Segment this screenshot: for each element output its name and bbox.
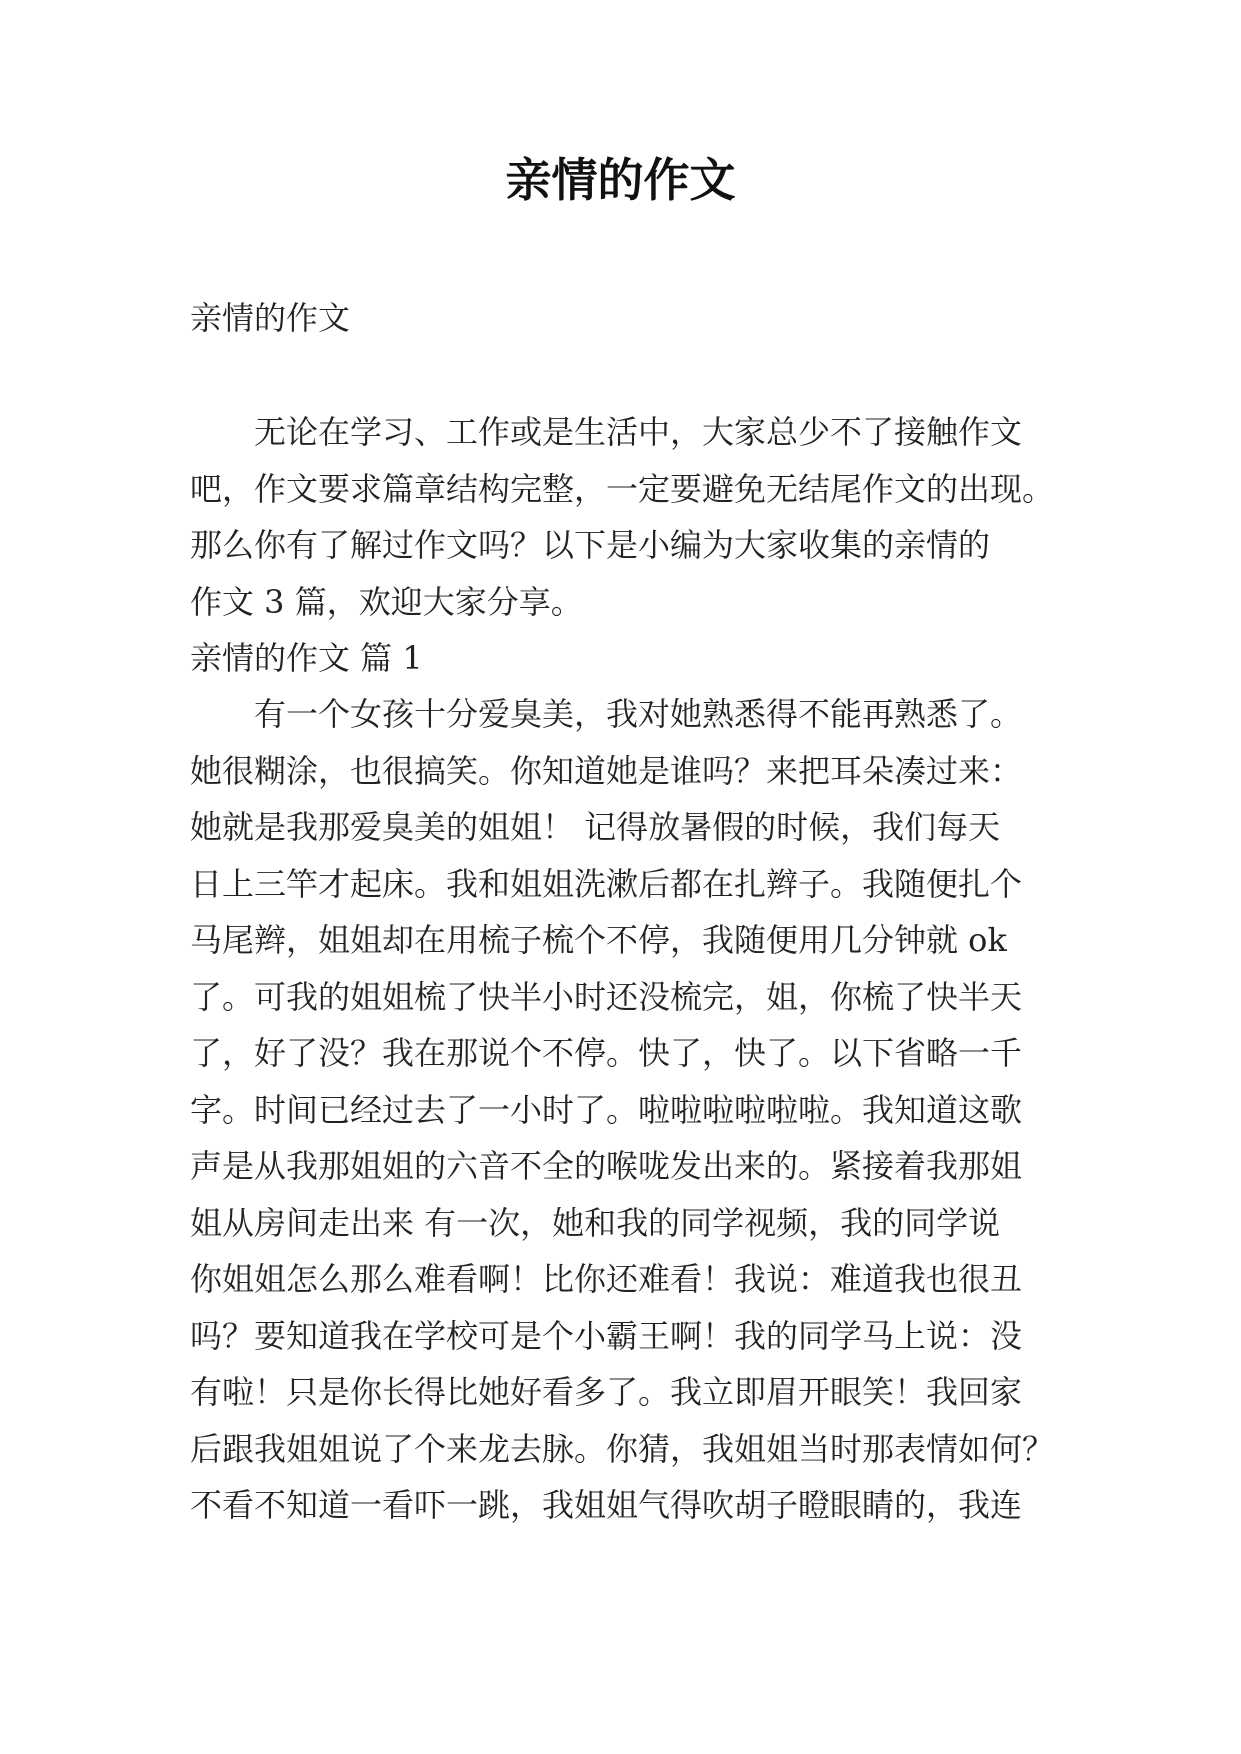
essay-line: 她就是我那爱臭美的姐姐！ 记得放暑假的时候，我们每天 — [190, 808, 1001, 846]
essay-line: 日上三竿才起床。我和姐姐洗漱后都在扎辫子。我随便扎个 — [190, 864, 1023, 903]
essay-paragraph — [190, 686, 1060, 1534]
essay-line: 了，好了没？我在那说个不停。快了，快了。以下省略一千 — [190, 1034, 1023, 1072]
essay-line: 后跟我姐姐说了个来龙去脉。你猜，我姐姐当时那表情如何？ — [190, 1429, 1055, 1468]
subtitle-line: 亲情的作文 — [190, 299, 351, 337]
section-heading-text: 亲情的作文 篇 1 — [190, 639, 423, 677]
essay-line: 有一个女孩十分爱臭美，我对她熟悉得不能再熟悉了。 — [254, 695, 1023, 733]
section-heading — [190, 630, 1060, 687]
essay-line: 姐从房间走出来 有一次，她和我的同学视频，我的同学说 — [190, 1203, 1001, 1242]
intro-line: 吧，作文要求篇章结构完整，一定要避免无结尾作文的出现。 — [190, 469, 1055, 508]
document-subtitle — [190, 290, 1060, 347]
essay-line: 你姐姐怎么那么难看啊！比你还难看！我说：难道我也很丑 — [190, 1260, 1023, 1298]
intro-line: 无论在学习、工作或是生活中，大家总少不了接触作文 — [254, 413, 1023, 451]
essay-line: 她很糊涂，也很搞笑。你知道她是谁吗？来把耳朵凑过来： — [190, 751, 1023, 790]
essay-line: 有啦！只是你长得比她好看多了。我立即眉开眼笑！我回家 — [190, 1373, 1023, 1411]
essay-line: 吗？要知道我在学校可是个小霸王啊！我的同学马上说：没 — [190, 1316, 1023, 1355]
intro-line: 那么你有了解过作文吗？以下是小编为大家收集的亲情的 — [190, 526, 991, 564]
essay-line: 声是从我那姐姐的六音不全的喉咙发出来的。紧接着我那姐 — [190, 1147, 1023, 1185]
intro-paragraph — [190, 404, 1060, 630]
intro-line: 作文 3 篇，欢迎大家分享。 — [190, 582, 583, 621]
page-title: 亲情的作文 — [505, 153, 736, 207]
essay-line: 字。时间已经过去了一小时了。啦啦啦啦啦啦。我知道这歌 — [190, 1090, 1023, 1129]
essay-line: 马尾辫，姐姐却在用梳子梳个不停，我随便用几分钟就 ok — [190, 921, 1007, 959]
essay-line: 不看不知道一看吓一跳，我姐姐气得吹胡子瞪眼睛的，我连 — [190, 1486, 1023, 1524]
essay-line: 了。可我的姐姐梳了快半小时还没梳完，姐，你梳了快半天 — [190, 977, 1023, 1016]
